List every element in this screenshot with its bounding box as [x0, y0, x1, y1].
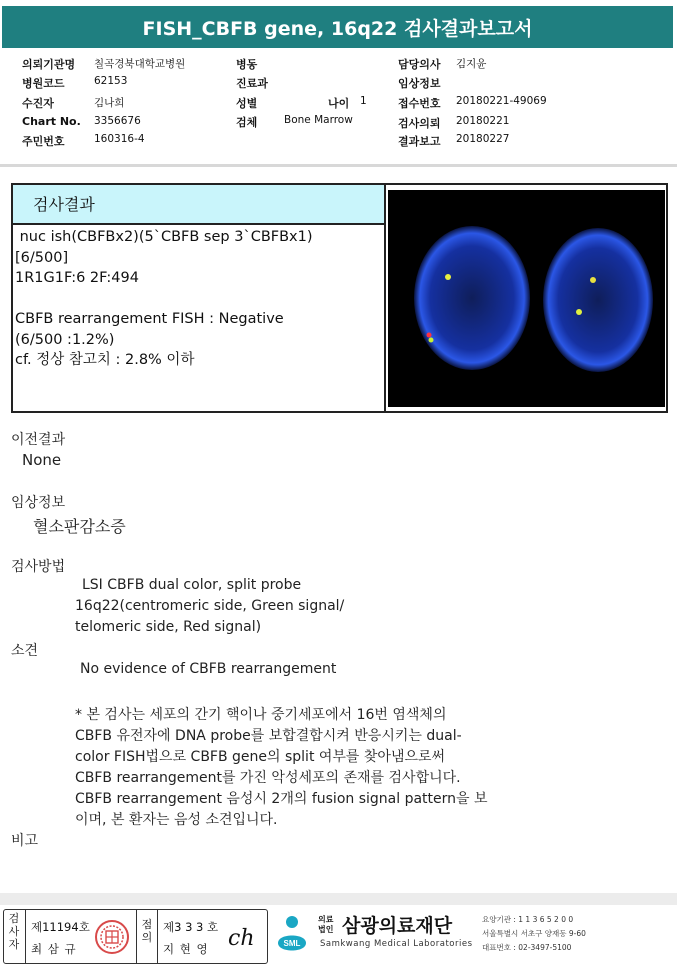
findings-note-4: CBFB rearrangement를 가진 악성세포의 존재를 검사합니다. [75, 770, 461, 786]
previous-result-label: 이전결과 [11, 432, 66, 448]
organization-name: 삼광의료재단 [342, 915, 453, 937]
method-line-1: LSI CBFB dual color, split probe [82, 577, 302, 593]
result-text-panel [13, 185, 386, 411]
organization-english-name: Samkwang Medical Laboratories [320, 939, 473, 949]
inspector-label: 점의 [141, 918, 153, 944]
department-label: 진료과 [236, 77, 268, 90]
age-value: 1 [360, 95, 367, 107]
fish-image [388, 190, 665, 407]
result-line-conclusion: CBFB rearrangement FISH : Negative [15, 311, 284, 327]
nucleus-left [414, 226, 530, 370]
result-line-count: [6/500] [15, 249, 69, 266]
signature-divider [25, 910, 26, 963]
inspector-name: 지 현 영 [163, 942, 209, 956]
request-date-value: 20180221 [456, 115, 510, 127]
clinical-info-section-label: 임상정보 [11, 495, 66, 511]
clinical-info-section-value: 혈소판감소증 [33, 517, 126, 536]
remarks-label: 비고 [11, 833, 39, 849]
inspector-license: 제3 3 3 호 [163, 920, 219, 934]
examiner-label: 검사자 [8, 912, 20, 951]
institution-label: 의뢰기관명 [22, 58, 76, 71]
findings-note-5: CBFB rearrangement 음성시 2개의 fusion signal pattern을 보 [75, 791, 488, 807]
fusion-signal [445, 274, 451, 280]
doctor-label: 담당의사 [398, 58, 441, 71]
findings-note-3: color FISH법으로 CBFB gene의 split 여부를 찾아냄으로써 [75, 749, 446, 765]
request-date-label: 검사의뢰 [398, 117, 441, 130]
resident-no-value: 160316-4 [94, 133, 145, 145]
sml-logo-icon [274, 913, 310, 959]
nucleus-right [543, 228, 653, 372]
org-info-line-2: 서울특별시 서초구 양재동 9-60 [482, 929, 586, 938]
result-heading: 검사결과 [13, 185, 384, 225]
org-type-label: 의료 법인 [318, 915, 334, 934]
receipt-no-value: 20180221-49069 [456, 95, 547, 107]
doctor-value: 김지윤 [456, 58, 487, 70]
signature-divider [157, 910, 158, 963]
examiner-name: 최 삼 규 [31, 942, 77, 956]
hospital-code-label: 병원코드 [22, 77, 65, 90]
organization-footer [270, 909, 675, 964]
findings-line-1: No evidence of CBFB rearrangement [80, 661, 337, 677]
findings-note-6: 이며, 본 환자는 음성 소견입니다. [75, 812, 278, 828]
svg-text:SML: SML [283, 939, 301, 948]
fusion-signal [576, 309, 582, 315]
organization-info [482, 913, 586, 955]
footer-band [0, 893, 677, 905]
handwritten-signature: ch [228, 926, 255, 951]
result-line-percent: (6/500 :1.2%) [15, 331, 115, 348]
result-lines [15, 227, 383, 371]
specimen-label: 검체 [236, 116, 258, 129]
method-label: 검사방법 [11, 559, 66, 575]
hospital-code-value: 62153 [94, 75, 128, 87]
ward-label: 병동 [236, 58, 258, 71]
findings-label: 소견 [11, 643, 39, 659]
fish-nuclei-image [388, 190, 665, 407]
org-info-line-3: 대표번호 : 02-3497-5100 [482, 943, 572, 952]
report-date-value: 20180227 [456, 133, 510, 145]
patient-label: 수진자 [22, 97, 54, 110]
chart-no-label: Chart No. [22, 115, 81, 128]
previous-result-value: None [22, 451, 62, 469]
method-line-3: telomeric side, Red signal) [75, 619, 262, 635]
chart-no-value: 3356676 [94, 115, 141, 127]
sex-label: 성별 [236, 97, 258, 110]
report-date-label: 결과보고 [398, 135, 441, 148]
signature-box [3, 909, 268, 964]
clinical-info-label: 임상정보 [398, 77, 441, 90]
institution-value: 칠곡경북대학교병원 [94, 58, 186, 70]
result-box [11, 183, 668, 413]
green-signal [429, 338, 434, 343]
header-divider [0, 164, 677, 167]
specimen-value: Bone Marrow [284, 114, 353, 126]
findings-note-1: * 본 검사는 세포의 간기 핵이나 중기세포에서 16번 염색체의 [75, 707, 447, 723]
examiner-seal-stamp [95, 920, 129, 954]
signature-divider [136, 910, 137, 963]
org-info-line-1: 요양기관 : 1 1 3 6 5 2 0 0 [482, 915, 574, 924]
patient-header [22, 56, 662, 152]
resident-no-label: 주민번호 [22, 135, 65, 148]
patient-value: 김나희 [94, 97, 125, 109]
age-label: 나이 [328, 97, 350, 110]
examiner-license: 제11194호 [31, 920, 90, 934]
method-line-2: 16q22(centromeric side, Green signal/ [75, 598, 345, 614]
result-line-pattern: 1R1G1F:6 2F:494 [15, 270, 139, 286]
report-title: FISH_CBFB gene, 16q22 검사결과보고서 [2, 6, 673, 48]
fusion-signal [590, 277, 596, 283]
findings-note-2: CBFB 유전자에 DNA probe를 보합결합시켜 반응시키는 dual- [75, 728, 462, 744]
result-line-karyotype: nuc ish(CBFBx2)(5`CBFB sep 3`CBFBx1) [15, 229, 313, 245]
red-signal [427, 333, 432, 338]
receipt-no-label: 접수번호 [398, 97, 441, 110]
result-line-reference: cf. 정상 참고치 : 2.8% 이하 [15, 352, 195, 368]
